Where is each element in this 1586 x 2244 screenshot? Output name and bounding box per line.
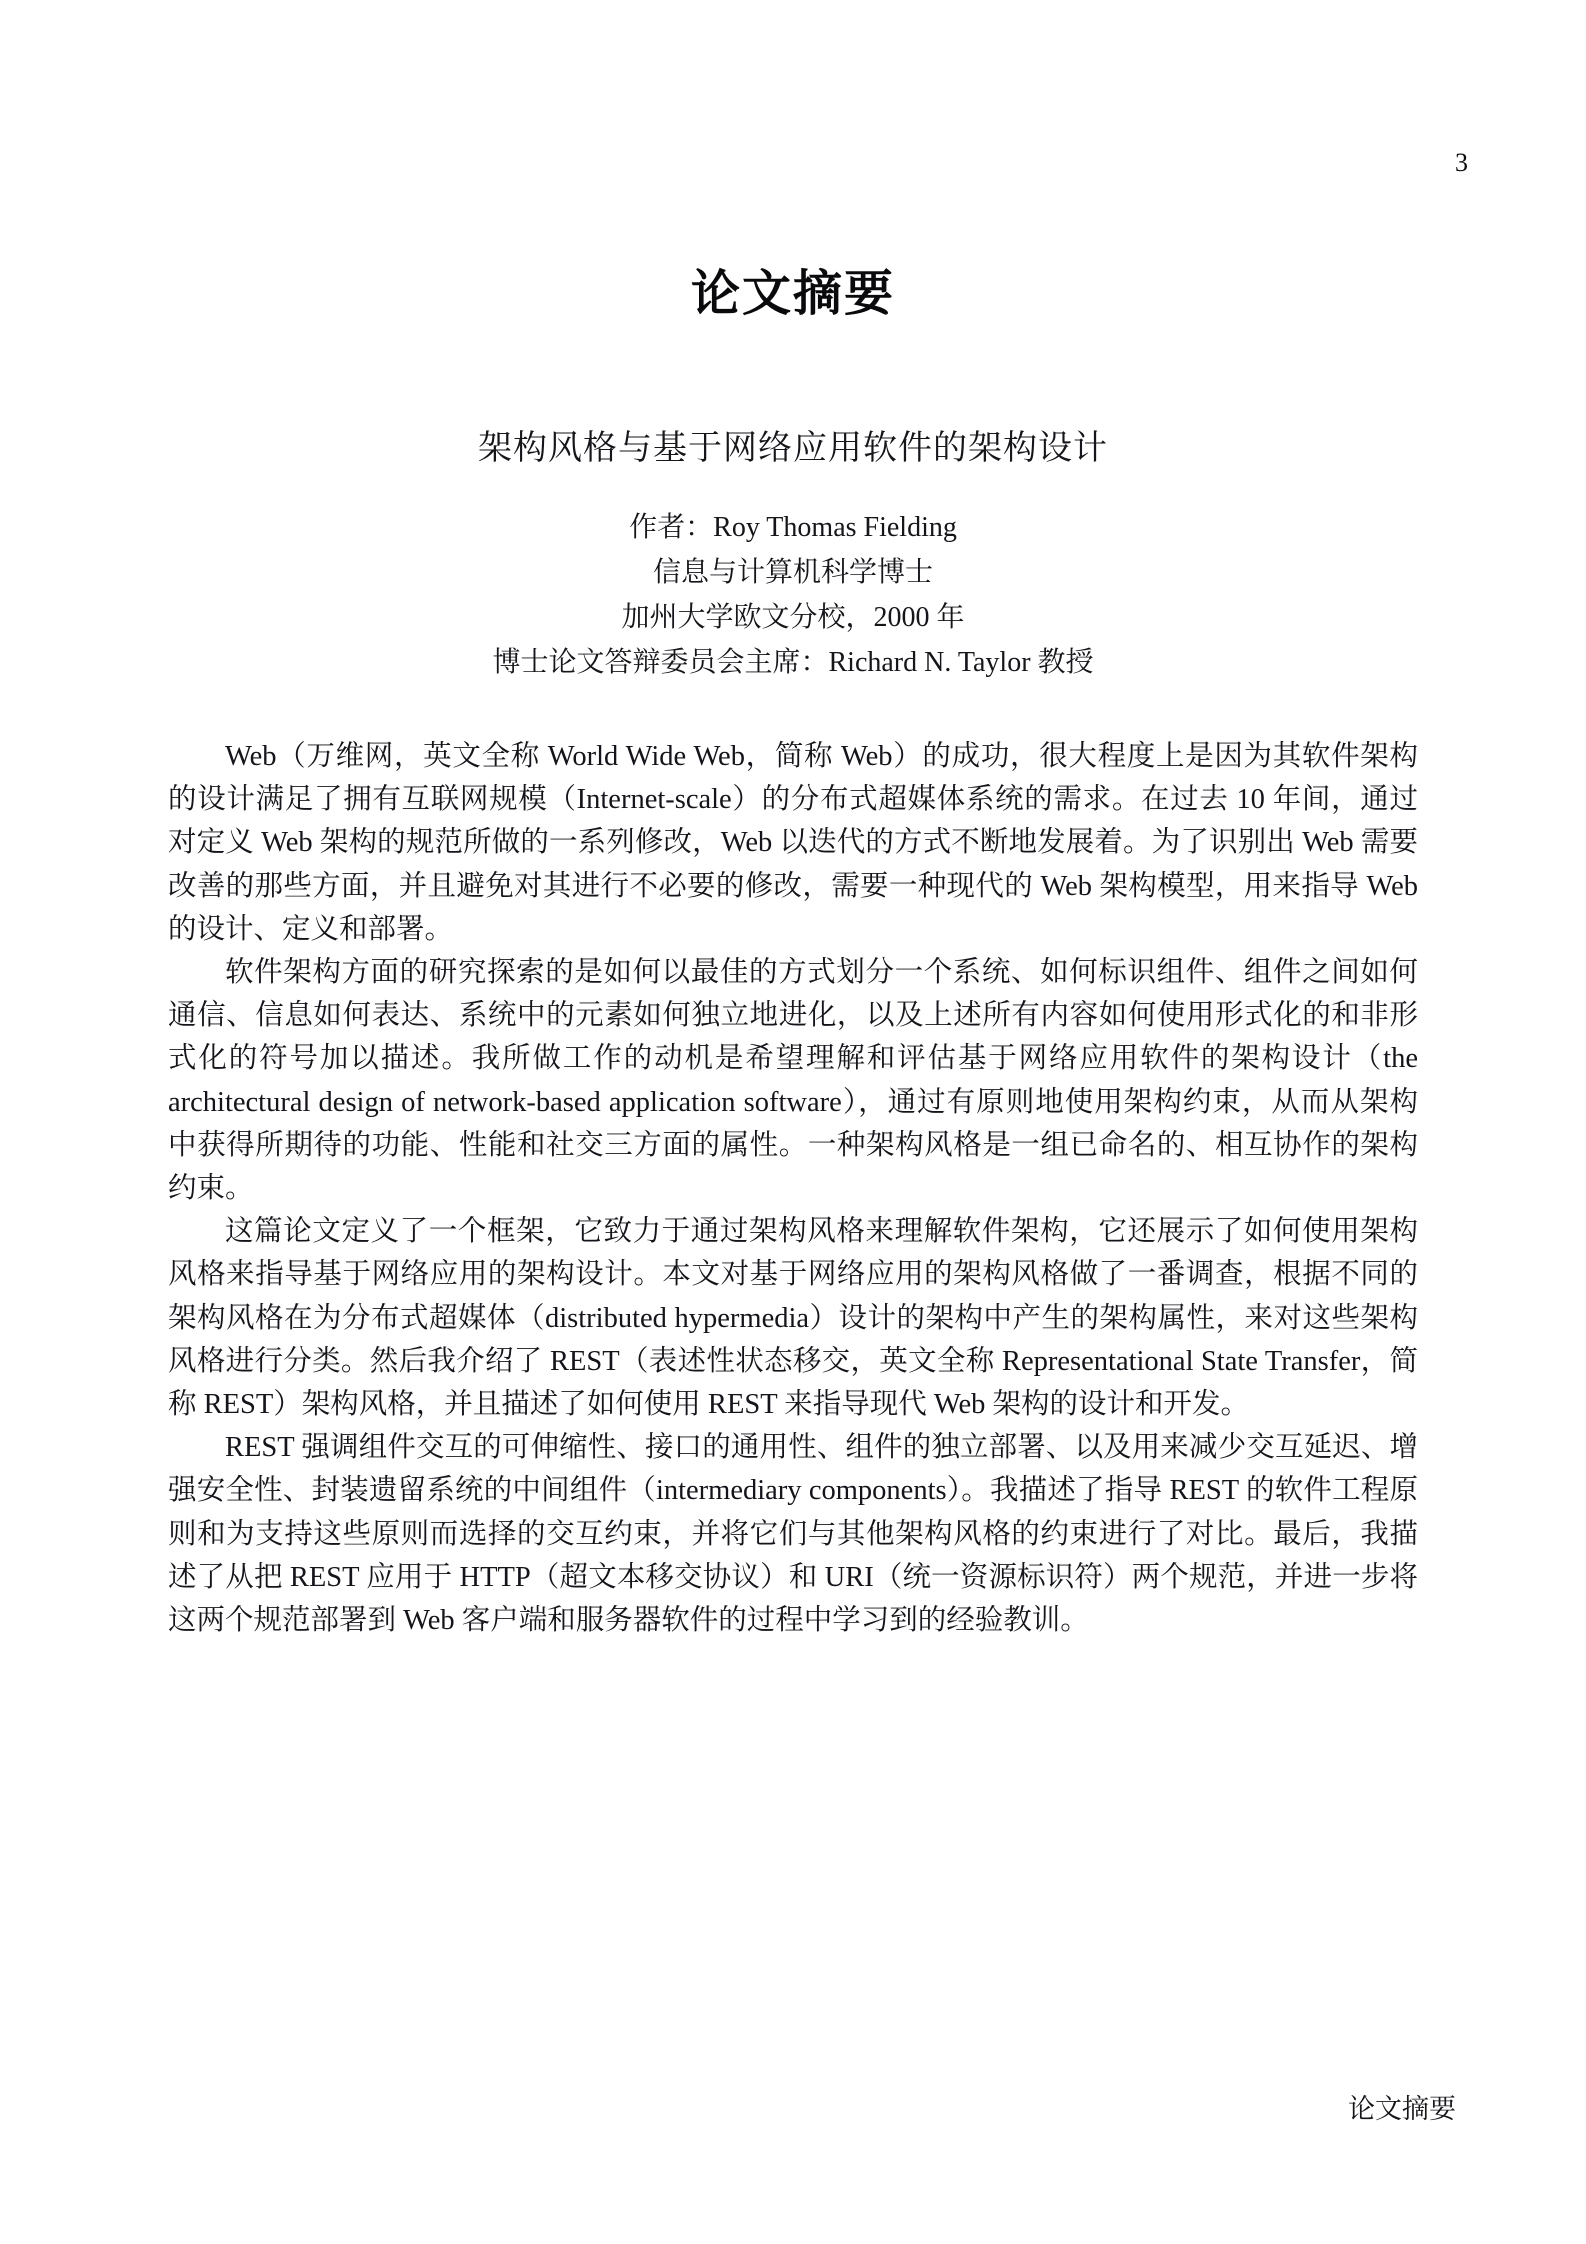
abstract-paragraph: Web（万维网，英文全称 World Wide Web，简称 Web）的成功，很大程度上是因为其软件架构的设计满足了拥有互联网规模（Internet-scale）的分布式超媒体系统的需求。在过去 10 年间，通过对定义 Web 架构的规范所做的一系列修改，Web 以迭代的方式不断地发展着。为了识别出 Web 需要改善的那些方面，并且避免对其进行不必要的修改，需要一种现代的 Web 架构模型，用来指导 Web 的设计、定义和部署。 [168, 741, 1418, 945]
author-line-committee-chair: 博士论文答辩委员会主席：Richard N. Taylor 教授 [492, 647, 1094, 678]
abstract-body [168, 735, 1418, 1642]
author-line-degree: 信息与计算机科学博士 [652, 557, 933, 588]
author-line-institution: 加州大学欧文分校，2000 年 [621, 602, 965, 633]
author-block [0, 505, 1586, 685]
author-line-name: 作者：Roy Thomas Fielding [629, 512, 957, 543]
abstract-paragraph: 软件架构方面的研究探索的是如何以最佳的方式划分一个系统、如何标识组件、组件之间如何通信、信息如何表达、系统中的元素如何独立地进化，以及上述所有内容如何使用形式化的和非形式化的符号加以描述。我所做工作的动机是希望理解和评估基于网络应用软件的架构设计（the architectural design of network-based application software），通过有原则地使用架构约束，从而从架构中获得所期待的功能、性能和社交三方面的属性。一种架构风格是一组已命名的、相互协作的架构约束。 [168, 957, 1418, 1205]
paper-title: 架构风格与基于网络应用软件的架构设计 [478, 430, 1108, 467]
abstract-paragraph: 这篇论文定义了一个框架，它致力于通过架构风格来理解软件架构，它还展示了如何使用架构风格来指导基于网络应用的架构设计。本文对基于网络应用的架构风格做了一番调查，根据不同的架构风格在为分布式超媒体（distributed hypermedia）设计的架构中产生的架构属性，来对这些架构风格进行分类。然后我介绍了 REST（表述性状态移交，英文全称 Representational State Transfer，简称 REST）架构风格，并且描述了如何使用 REST 来指导现代 Web 架构的设计和开发。 [168, 1216, 1418, 1421]
page-number: 3 [1455, 148, 1468, 177]
footer-label: 论文摘要 [1348, 2094, 1456, 2124]
page-title: 论文摘要 [690, 264, 895, 322]
abstract-paragraph: REST 强调组件交互的可伸缩性、接口的通用性、组件的独立部署、以及用来减少交互延迟、增强安全性、封装遗留系统的中间组件（intermediary components）。我描述了指导 REST 的软件工程原则和为支持这些原则而选择的交互约束，并将它们与其他架构风格的约束进行了对比。最后，我描述了从把 REST 应用于 HTTP（超文本移交协议）和 URI（统一资源标识符）两个规范，并进一步将这两个规范部署到 Web 客户端和服务器软件的过程中学习到的经验教训。 [168, 1432, 1418, 1637]
